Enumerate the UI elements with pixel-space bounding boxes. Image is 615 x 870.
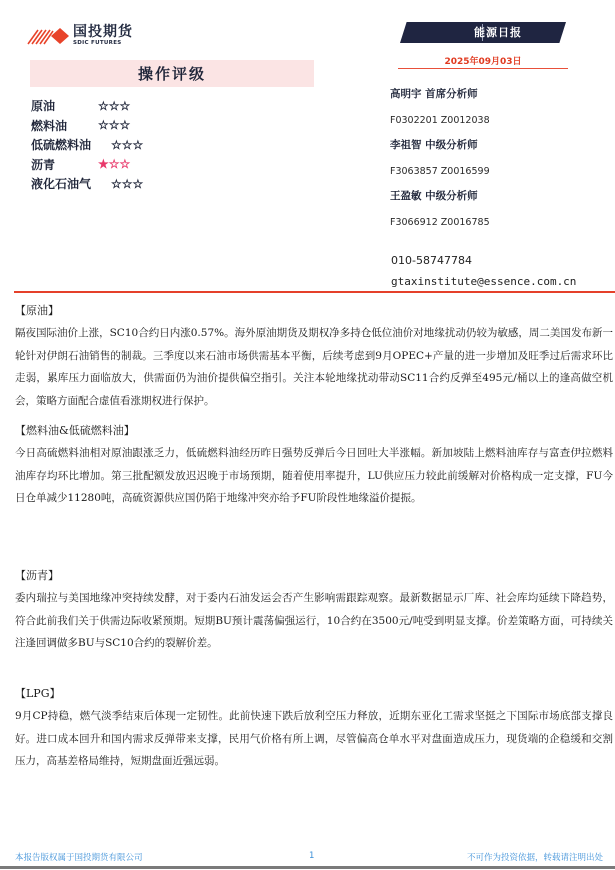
logo-cn-text: 国投期货: [73, 24, 133, 40]
section-fuel-oil: [15, 420, 613, 510]
analyst-list: [390, 88, 610, 241]
section-crude-oil: [15, 300, 613, 412]
logo-mark-icon: [26, 26, 70, 46]
contact-phone: 010-58747784: [391, 254, 472, 267]
company-logo: [26, 25, 133, 47]
rating-row-fuel-oil: [31, 116, 301, 136]
header-divider: [14, 291, 615, 293]
report-date: 2025年09月03日: [444, 57, 522, 67]
star-rating-icon: [98, 157, 130, 171]
rating-name: 低硫燃料油: [31, 138, 92, 153]
rating-row-lpg: [31, 174, 301, 194]
rating-title: 操作评级: [137, 65, 206, 83]
section-asphalt: [15, 565, 613, 655]
analyst-name: 李祖智 中级分析师: [390, 139, 478, 151]
banner-label: 能源日报: [474, 26, 522, 39]
analyst-license: F3063857 Z0016599: [390, 166, 490, 177]
rating-name: 原油: [31, 99, 56, 114]
section-lpg: [15, 683, 613, 773]
section-title: 【沥青】: [15, 569, 59, 582]
rating-list: [31, 96, 301, 194]
section-body: 隔夜国际油价上涨，SC10合约日内涨0.57%。海外原油期货及期权净多持仓低位油价对地缘扰动仍较为敏感，周二美国发布新一轮针对伊朗石油销售的制裁。三季度以来石油市场供需基本平衡，后续考虑到9月OPEC+产量的进一步增加及旺季过后需求环比走弱，累库压力面临放大，供需面仍为油价提供偏空指引。关注本轮地缘扰动带动SC11合约反弹至495元/桶以上的逢高做空机会，策略方面配合虚值看涨期权进行保护。: [15, 327, 613, 407]
analyst-name: 王盈敏 中级分析师: [390, 190, 478, 202]
analyst-name: 高明宇 首席分析师: [390, 88, 478, 100]
section-body: 委内瑞拉与美国地缘冲突持续发酵，对于委内石油发运会否产生影响需跟踪观察。最新数据显示厂库、社会库均延续下降趋势，符合此前我们关于供需边际收紧预期。短期BU预计震荡偏强运行，10合约在3500元/吨受到明显支撑。价差策略方面，可持续关注逢回调做多BU与SC10合约的裂解价差。: [15, 592, 613, 649]
logo-en-text: SDIC FUTURES: [73, 40, 122, 46]
section-title: 【LPG】: [15, 687, 61, 700]
rating-name: 沥青: [31, 157, 56, 172]
footer-page-number: 1: [309, 851, 315, 861]
rating-name: 燃料油: [31, 118, 68, 133]
star-rating-icon: ☆☆☆: [98, 118, 131, 133]
footer-copyright: 本报告版权属于国投期货有限公司: [15, 853, 143, 863]
footer-disclaimer: 不可作为投资依据，转载请注明出处: [466, 853, 603, 863]
rating-name: 液化石油气: [31, 177, 92, 192]
star-empty-icon: ☆☆: [108, 157, 131, 172]
footer-divider: [0, 866, 615, 869]
star-rating-icon: ☆☆☆: [111, 137, 144, 152]
date-divider: [398, 68, 568, 69]
section-title: 【燃料油&低硫燃料油】: [15, 424, 135, 437]
analyst-license: F3066912 Z0016785: [390, 217, 490, 228]
rating-row-low-sulfur-fuel-oil: [31, 135, 301, 155]
star-rating-icon: ☆☆☆: [98, 98, 131, 113]
star-rating-icon: ☆☆☆: [111, 176, 144, 191]
star-filled-icon: ★: [98, 157, 109, 172]
report-type-banner: [400, 22, 566, 43]
contact-email[interactable]: gtaxinstitute@essence.com.cn: [391, 275, 577, 288]
rating-row-crude-oil: [31, 96, 301, 116]
rating-row-asphalt: [31, 155, 301, 175]
analyst-license: F0302201 Z0012038: [390, 115, 490, 126]
section-body: 9月CP持稳，燃气淡季结束后体现一定韧性。此前快速下跌后放利空压力释放，近期东亚化工需求坚挺之下国际市场底部支撑良好。进口成本回升和国内需求反弹带来支撑，民用气价格有所上调，尽管偏高仓单水平对盘面造成压力，现货端的企稳缓和交割压力，高基差格局维持，短期盘面近强远弱。: [15, 710, 613, 767]
section-body: 今日高硫燃料油相对原油跟涨乏力，低硫燃料油经历昨日强势反弹后今日回吐大半涨幅。新加坡陆上燃料油库存与富查伊拉燃料油库存均环比增加。第三批配额发放迟迟晚于市场预期，随着使用率提升，LU供应压力较此前缓解对价格构成一定支撑，FU今日仓单减少11280吨，高硫资源供应国仍陷于地缘冲突亦给予FU阶段性地缘溢价提振。: [15, 447, 613, 504]
section-title: 【原油】: [15, 304, 59, 317]
rating-header: [30, 60, 314, 87]
